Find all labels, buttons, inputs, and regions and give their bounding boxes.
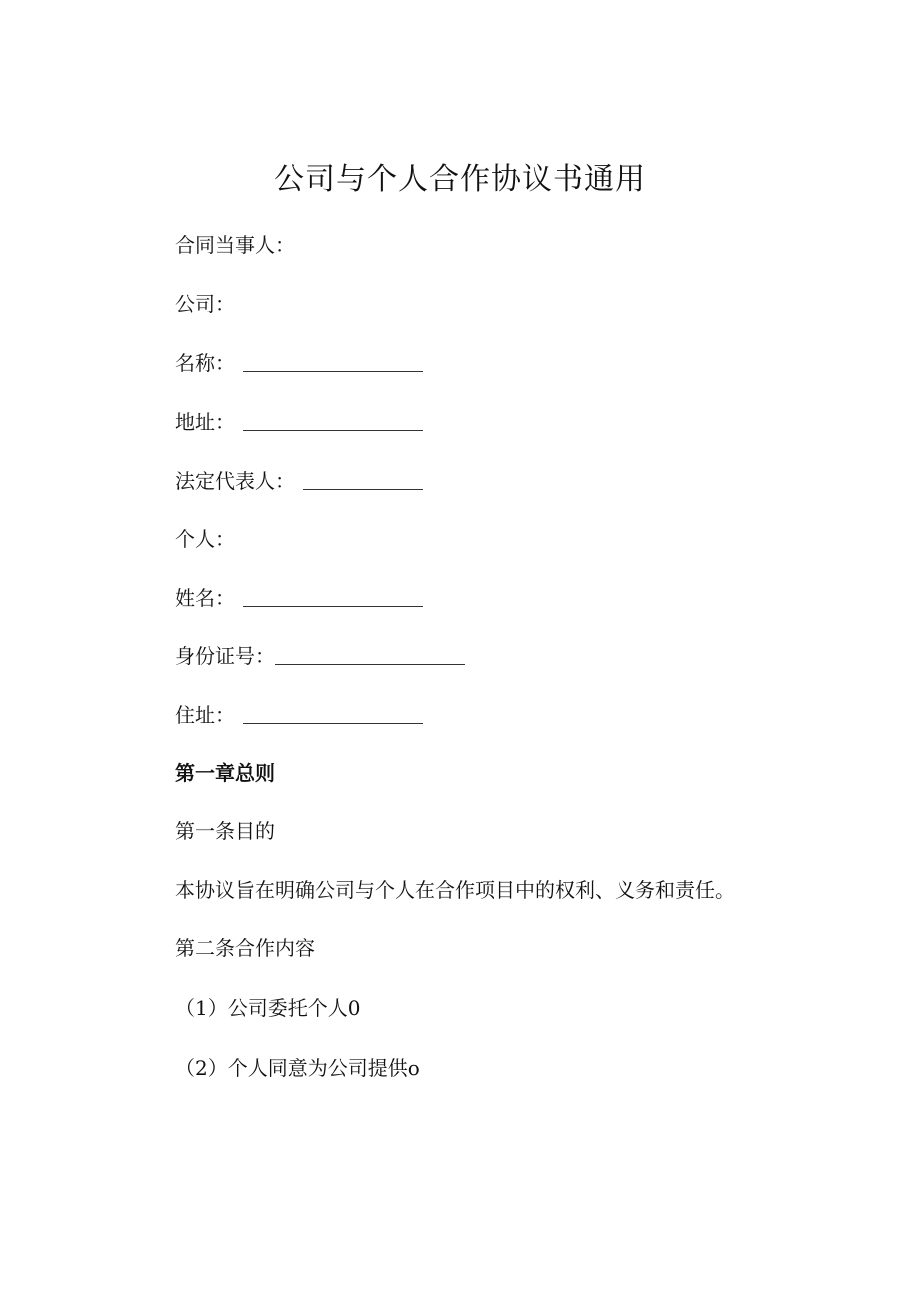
company-name-label: 名称： — [175, 351, 235, 375]
individual-name-blank[interactable] — [243, 606, 423, 607]
article2-item-2: （2）个人同意为公司提供o — [175, 1056, 420, 1080]
document-title: 公司与个人合作协议书通用 — [274, 162, 646, 197]
company-name-blank[interactable] — [243, 371, 423, 372]
parties-heading: 合同当事人： — [175, 233, 295, 257]
company-heading: 公司： — [175, 292, 235, 316]
individual-heading: 个人： — [175, 527, 235, 551]
individual-address-blank[interactable] — [243, 723, 423, 724]
article1-text: 本协议旨在明确公司与个人在合作项目中的权利、义务和责任。 — [175, 878, 735, 902]
company-address-blank[interactable] — [243, 430, 423, 431]
article2-heading: 第二条合作内容 — [175, 936, 315, 960]
article1-heading: 第一条目的 — [175, 819, 275, 843]
id-number-label: 身份证号： — [175, 644, 275, 668]
individual-name-label: 姓名： — [175, 586, 235, 610]
chapter1-heading: 第一章总则 — [175, 761, 275, 785]
individual-address-label: 住址： — [175, 703, 235, 727]
article2-item-1: （1）公司委托个人0 — [175, 996, 361, 1020]
legal-rep-label: 法定代表人： — [175, 469, 295, 493]
id-number-blank[interactable] — [275, 664, 465, 665]
company-address-label: 地址： — [175, 410, 235, 434]
legal-rep-blank[interactable] — [303, 489, 423, 490]
